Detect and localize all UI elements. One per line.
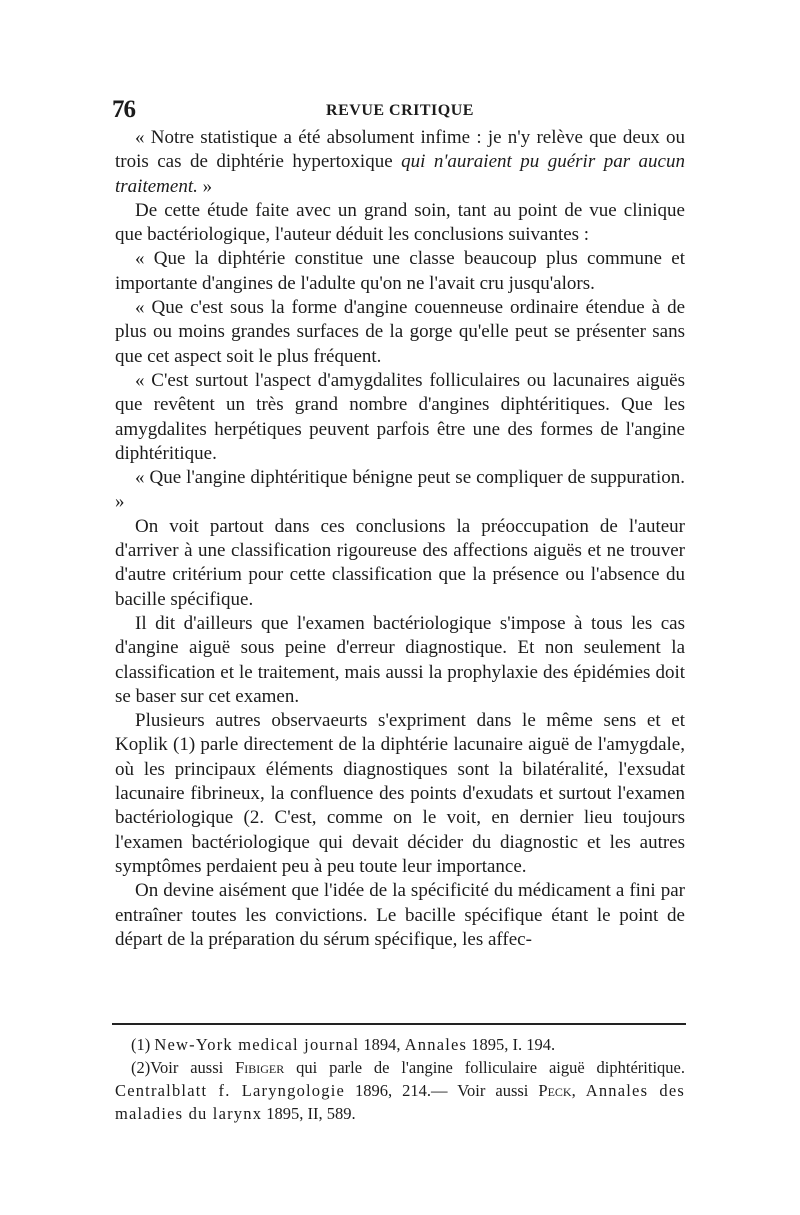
italic-text: qui n'auraient pu guérir par aucun traitement. (115, 151, 685, 197)
footnote-divider (112, 1023, 686, 1025)
footnotes (115, 1033, 685, 1125)
journal-title: Annales (404, 1035, 468, 1054)
text-span: 1895, I. 194. (467, 1035, 556, 1054)
text-span: 1895, II, 589. (262, 1104, 356, 1123)
text-span: , (571, 1081, 586, 1100)
journal-title: New-York medical journal (154, 1035, 360, 1054)
paragraph: « Que c'est sous la forme d'angine couenneuse ordinaire étendue à de plus ou moins grandes surfaces de la gorge qu'elle peut se présenter sans que cet aspect soit le plus fréquent. (115, 297, 685, 367)
text-span: 1894, (359, 1035, 405, 1054)
page-header (112, 96, 688, 126)
paragraph: Plusieurs autres observaeurts s'expriment dans le même sens et et Koplik (1) parle directement de la diphtérie lacunaire aiguë de l'amygdale, où les principaux éléments diagnostiques sont la bilatéralité, l'exsudat lacunaire fibrineux, la confluence des points d'exudats et surtout l'examen bactériologique (2. C'est, comme on le voit, en dernier lieu toujours l'examen bactériologique qui devait décider du diagnostic et les autres symptômes perdaient peu à peu toute leur importance. (115, 710, 685, 877)
author-name: Peck (538, 1081, 572, 1100)
journal-title: Annales des maladies du larynx (115, 1081, 686, 1123)
text-span: (2)Voir aussi (131, 1058, 236, 1077)
page-number: 76 (112, 96, 135, 123)
text-span: » (197, 175, 213, 197)
journal-title: Centralblatt f. Laryngologie (115, 1081, 346, 1100)
paragraph: De cette étude faite avec un grand soin, tant au point de vue clinique que bactériologique, l'auteur déduit les conclusions suivantes : (115, 199, 685, 246)
footnote-marker: (1) (131, 1035, 155, 1054)
footnote-1 (115, 1033, 685, 1056)
paragraph: On voit partout dans ces conclusions la préoccupation de l'auteur d'arriver à une classification rigoureuse des affections aiguës et ne trouver d'autre critérium pour cette classification que la présence ou l'absence du bacille spécifique. (115, 515, 685, 610)
text-span: qui parle de l'angine folliculaire aiguë diphtéritique. (284, 1058, 685, 1077)
text-span: 1896, 214.— Voir aussi (345, 1081, 539, 1100)
paragraph: « C'est surtout l'aspect d'amygdalites folliculaires ou lacunaires aiguës que revêtent un très grand nombre d'angines diphtéritiques. Que les amygdalites herpétiques peuvent parfois être une des formes de l'angine diphtéritique. (115, 369, 685, 464)
main-text (115, 126, 685, 952)
author-name: Fibiger (235, 1058, 285, 1077)
paragraph: « Que la diphtérie constitue une classe beaucoup plus commune et importante d'angines de l'adulte qu'on ne l'avait cru jusqu'alors. (115, 248, 685, 294)
paragraph (115, 126, 685, 199)
footnote-2 (115, 1056, 685, 1125)
running-title: REVUE CRITIQUE (326, 102, 474, 119)
text-span: « Notre statistique a été absolument infime : je n'y relève que deux ou trois cas de diphtérie hypertoxique (115, 127, 685, 173)
paragraph: « Que l'angine diphtéritique bénigne peut se compliquer de suppuration. » (115, 467, 685, 513)
paragraph: On devine aisément que l'idée de la spécificité du médicament a fini par entraîner toutes les convictions. Le bacille spécifique étant le point de départ de la préparation du sérum spécifique, les affec- (115, 880, 685, 950)
paragraph: Il dit d'ailleurs que l'examen bactériologique s'impose à tous les cas d'angine aiguë sous peine d'erreur diagnostique. Et non seulement la classification et le traitement, mais aussi la prophylaxie des épidémies doit se baser sur cet examen. (115, 612, 685, 707)
